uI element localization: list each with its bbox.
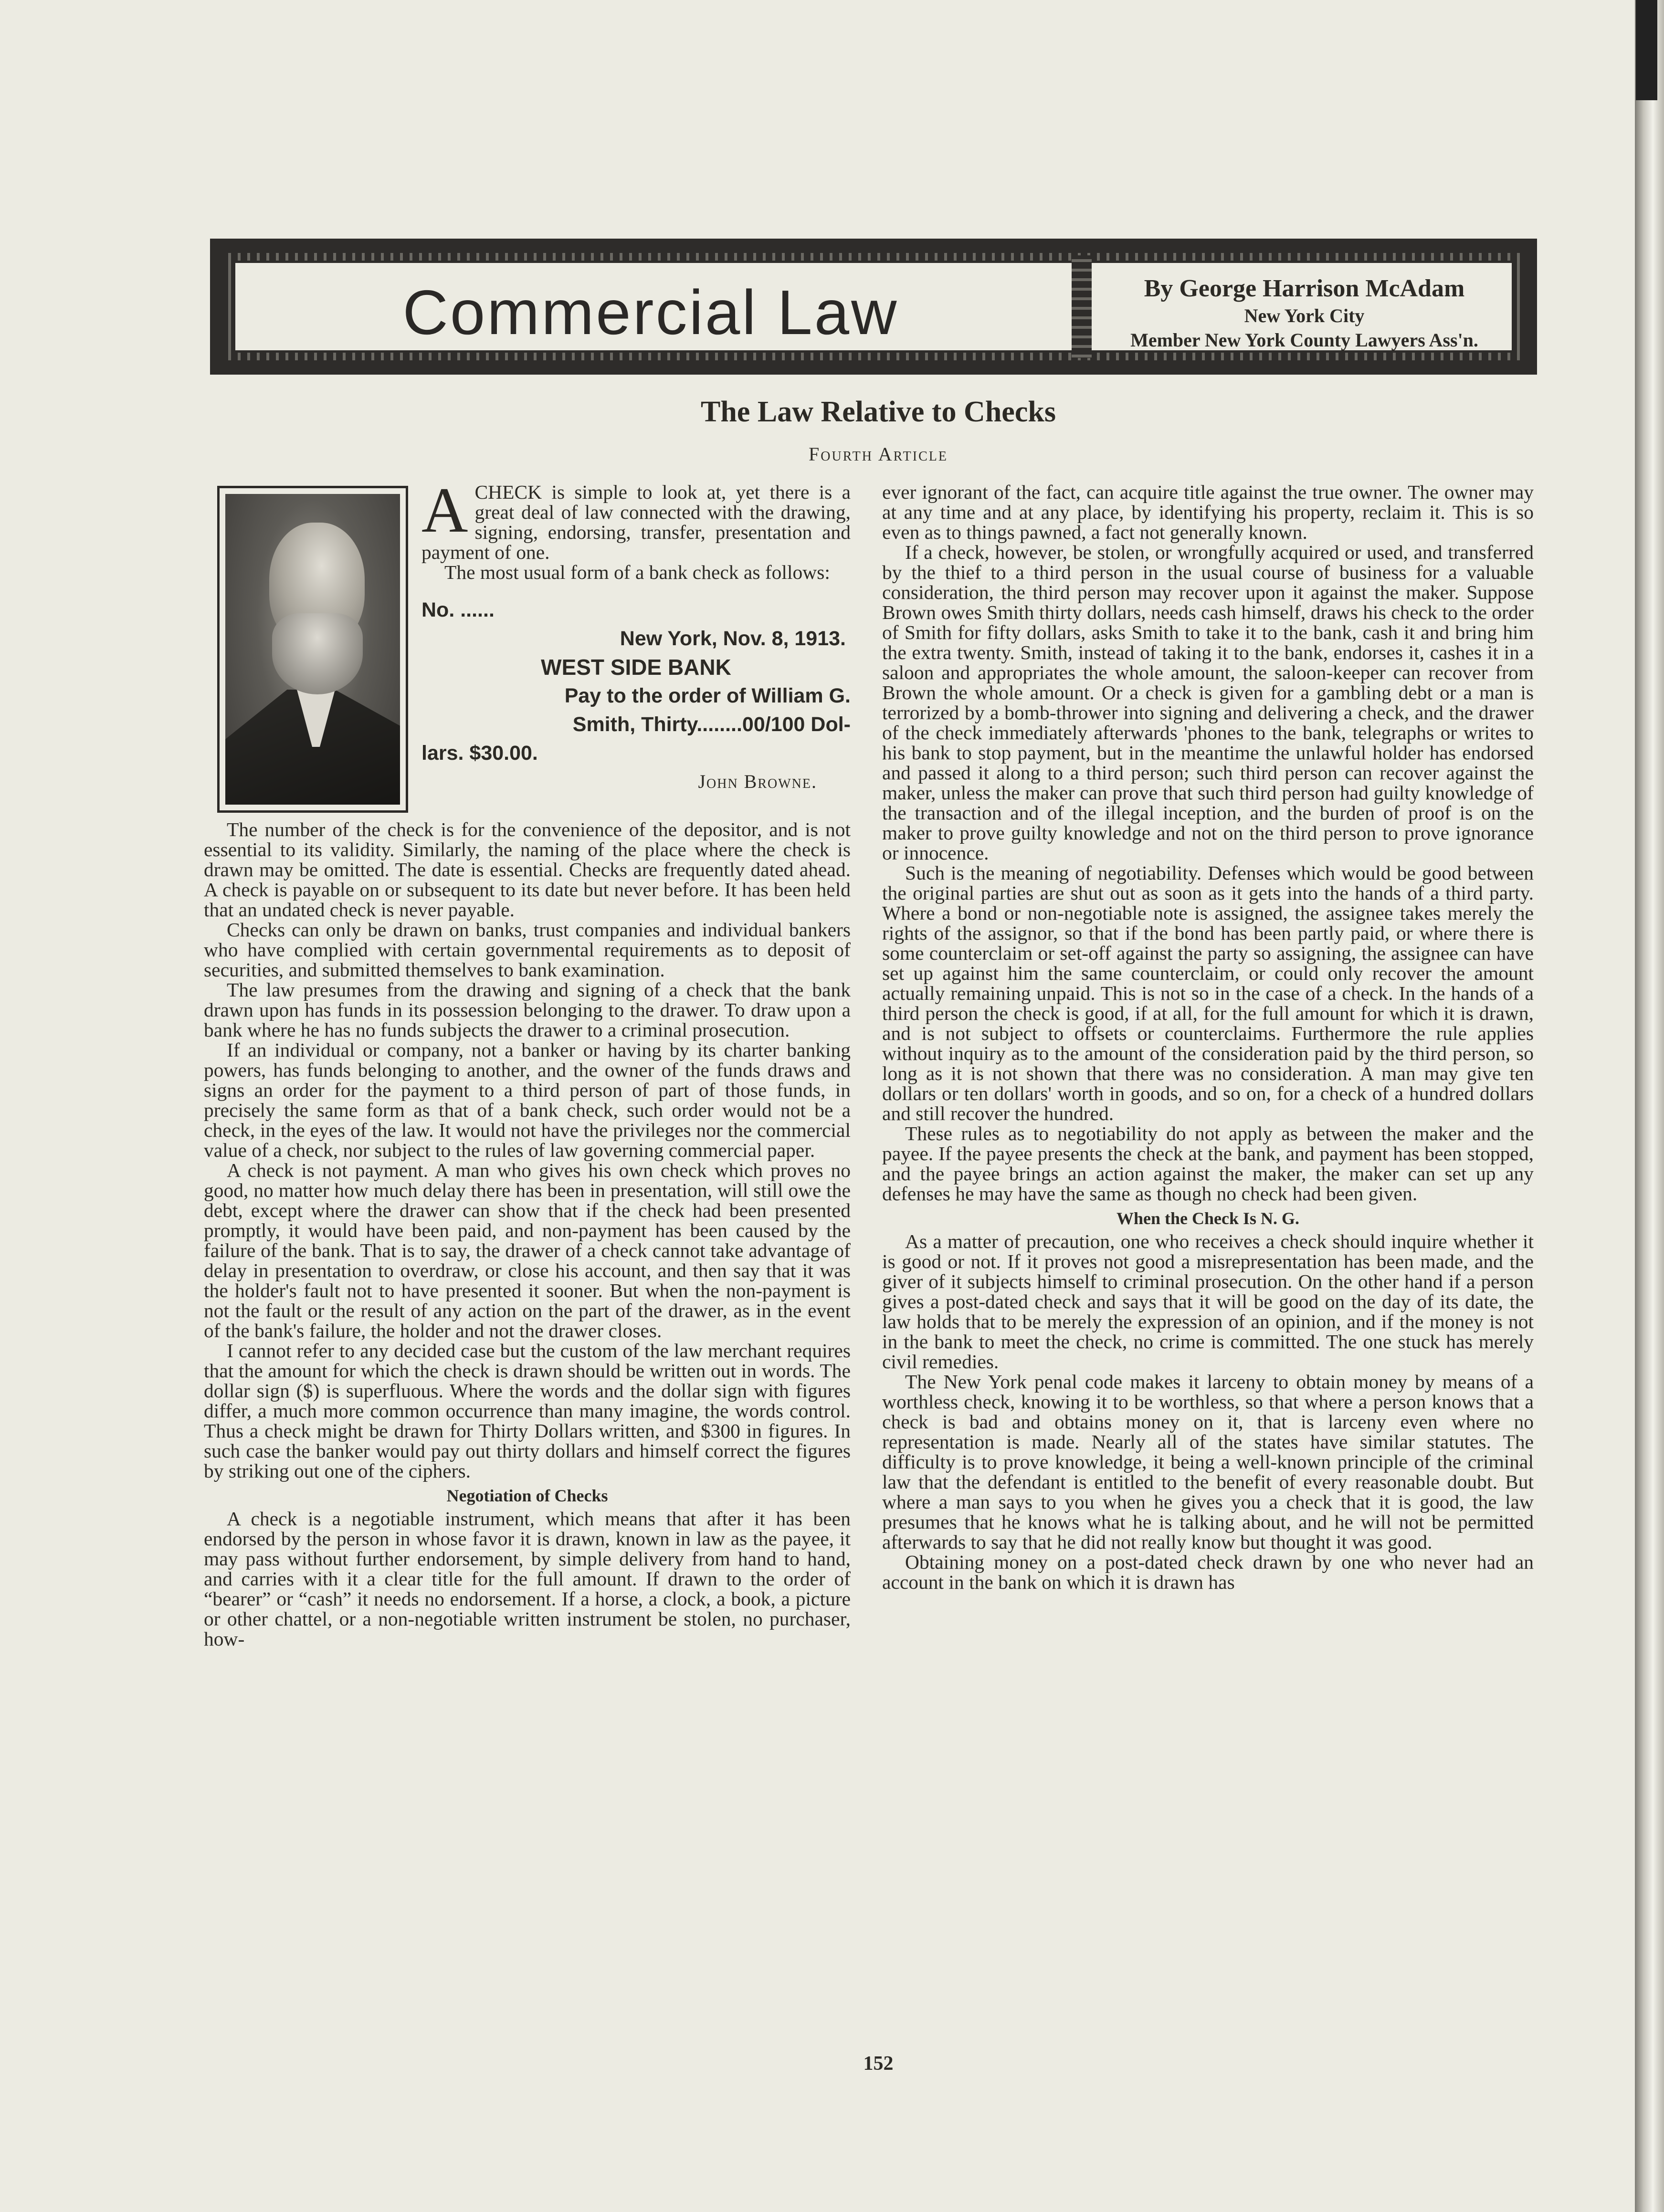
right-column [882, 482, 1534, 1592]
paragraph: The number of the check is for the convenience of the depositor, and is not essential to its validity. Similarly, the naming of the place where the check is drawn may be omitted. The date is essential. Checks are frequently dated ahead. A check is payable on or subsequent to its date but never before. It has been held that an undated check is never payable. [204, 818, 851, 921]
author-name: By George Harrison McAdam [1144, 275, 1465, 302]
subheading: Negotiation of Checks [446, 1486, 608, 1505]
paragraph: The law presumes from the drawing and signing of a check that the bank drawn upon has funds in its possession belonging to the drawer. To draw upon a bank where he has no funds subjects the drawer to a criminal prosecution. [204, 979, 851, 1041]
page-number: 152 [863, 2053, 894, 2075]
article-title: The Law Relative to Checks [701, 396, 1056, 428]
check-date: New York, Nov. 8, 1913. [620, 627, 846, 650]
article-subtitle: Fourth Article [809, 443, 948, 465]
header-banner [210, 239, 1537, 375]
subheading: When the Check Is N. G. [1116, 1209, 1300, 1228]
portrait-photo [225, 494, 400, 805]
paragraph: ever ignorant of the fact, can acquire title against the true owner. The owner may at any time and at any place, by identifying his property, reclaim it. This is so even as to things pawned, a fact not generally known. [882, 481, 1534, 543]
check-payee: Pay to the order of William G. [564, 684, 851, 707]
book-binding-edge [1635, 0, 1664, 2212]
author-membership: Member New York County Lawyers Ass'n. [1130, 329, 1478, 351]
paragraph: Obtaining money on a post-dated check drawn by one who never had an account in the bank on which it is drawn has [882, 1551, 1534, 1593]
paragraph: A check is a negotiable instrument, which means that after it has been endorsed by the person in whose favor it is drawn, known in law as the payee, it may pass without further endorsement, by simple delivery from hand to hand, and carries with it a clear title for the full amount. If drawn to the order of “bearer” or “cash” it needs no endorsement. If a horse, a clock, a book, a picture or other chattel, or a non-negotiable written instrument be stolen, no purchaser, how- [204, 1508, 851, 1650]
check-signature: John Browne. [698, 771, 817, 792]
check-bank: WEST SIDE BANK [541, 655, 731, 680]
paragraph: These rules as to negotiability do not apply as between the maker and the payee. If the payee presents the check at the bank, and payment has been stopped, and the payee brings an action against the maker, the maker can set up any defenses he may have the same as though no check had been given. [882, 1122, 1534, 1205]
check-amount: Smith, Thirty........00/100 Dol- [572, 713, 851, 736]
paragraph: Checks can only be drawn on banks, trust companies and individual bankers who have complied with certain governmental requirements as to deposit of securities, and submitted themselves to bank examination. [204, 919, 851, 981]
intro-text: CHECK is simple to look at, yet there is a great deal of law connected with the drawing, signing, endorsing, transfer, presentation and payment of one. [421, 481, 851, 563]
author-city: New York City [1244, 305, 1365, 326]
paragraph: If an individual or company, not a banker or having by its charter banking powers, has funds belonging to another, and the owner of the funds draws and signs an order for the payment to a third person of part of those funds, in precisely the same form as that of a bank check, such order would not be a check, in the eyes of the law. It would not have the privileges nor the commercial value of a check, nor subject to the rules of law governing commercial paper. [204, 1039, 851, 1161]
check-dollars: lars. $30.00. [421, 742, 538, 765]
section-title: Commercial Law [402, 277, 899, 347]
paragraph: I cannot refer to any decided case but the custom of the law merchant requires that the amount for which the check is drawn should be written out in words. The dollar sign ($) is superfluous. Where the words and the dollar sign with figures differ, a much more common occurrence than many imagine, the words control. Thus a check might be drawn for Thirty Dollars written, and $300 in figures. In such case the banker would pay out thirty dollars and himself correct the figures by striking out one of the ciphers. [204, 1340, 851, 1482]
drop-cap: A [421, 475, 468, 546]
paragraph: The most usual form of a bank check as follows: [444, 561, 830, 583]
paragraph: As a matter of precaution, one who receives a check should inquire whether it is good or not. If it proves not good a misrepresentation has been made, and the giver of it subjects himself to criminal prosecution. On the other hand if a person gives a post-dated check and says that it will be good on the day of its date, the law holds that to be merely the expression of an opinion, and if the money is not in the bank to meet the check, no crime is committed. The one stuck has merely civil remedies. [882, 1230, 1534, 1373]
paragraph: The New York penal code makes it larceny to obtain money by means of a worthless check, knowing it to be worthless, so that where a person knows that a check is bad and obtains money on it, that is larceny even where no representation is made. Nearly all of the states have similar statutes. The difficulty is to prove knowledge, it being a well-known principle of the criminal law that the defendant is entitled to the benefit of every reasonable doubt. But where a man says to you when he gives you a check that it is good, the law presumes that he knows what he is talking about, and he will not be permitted afterwards to say that he did not really know but thought it was good. [882, 1371, 1534, 1553]
paragraph: Such is the meaning of negotiability. Defenses which would be good between the original parties are shut out as soon as it gets into the hands of a third party. Where a bond or non-negotiable note is assigned, the assignee takes merely the rights of the assignor, so that if the bond has been partly paid, or where there is some counterclaim or set-off against the party so assigning, the assignee can have set up against him the same counterclaim, or could only recover the amount actually remaining unpaid. This is not so in the case of a check. In the hands of a third person the check is good, if at all, for the full amount for which it is drawn, and is not subject to offsets or counterclaims. Furthermore the rule applies without inquiry as to the amount of the consideration paid by the third person, so long as it is not shown that there was no consideration. A man may give ten dollars or ten dollars' worth in goods, and so on, for a check of a hundred dollars and still recover the hundred. [882, 862, 1534, 1124]
left-column [204, 475, 851, 1650]
check-number: No. ...... [421, 598, 495, 621]
author-portrait [217, 486, 408, 813]
paragraph: A check is not payment. A man who gives his own check which proves no good, no matter how much delay there has been in presentation, will still owe the debt, except where the drawer can show that if the check had been presented promptly, it would have been paid, and non-payment has been caused by the failure of the bank. That is to say, the drawer of a check cannot take advantage of delay in presentation to overdraw, or close his account, and then say that it was the holder's fault not to have presented it sooner. But when the non-payment is not the fault or the result of any action on the part of the drawer, as in the event of the bank's failure, the holder and not the drawer closes. [204, 1159, 851, 1342]
header-divider [1072, 255, 1092, 358]
header-inner [233, 261, 1514, 353]
paragraph: If a check, however, be stolen, or wrongfully acquired or used, and transferred by the thief to a third person in the usual course of business for a valuable consideration, the third person may recover upon it against the maker. Suppose Brown owes Smith thirty dollars, needs cash himself, draws his check to the order of Smith for fifty dollars, asks Smith to take it to the bank, cash it and bring him the extra twenty. Smith, instead of taking it to the bank, endorses it, cashes it in a saloon and appropriates the whole amount, the saloon-keeper can recover from Brown the whole amount. Or a check is given for a gambling debt or a man is terrorized by a bomb-thrower into signing and delivering a check, and the drawer of the check immediately afterwards 'phones to the bank, telegraphs or writes to his bank to stop payment, but in the meantime the unlawful holder has endorsed and passed it along to a third person; such third person can recover against the maker, unless the maker can prove that such third person had guilty knowledge of the transaction and of the illegal inception, and the burden of proof is on the maker to prove guilty knowledge and not on the third person to prove ignorance or innocence. [882, 541, 1534, 864]
byline [1097, 274, 1512, 351]
